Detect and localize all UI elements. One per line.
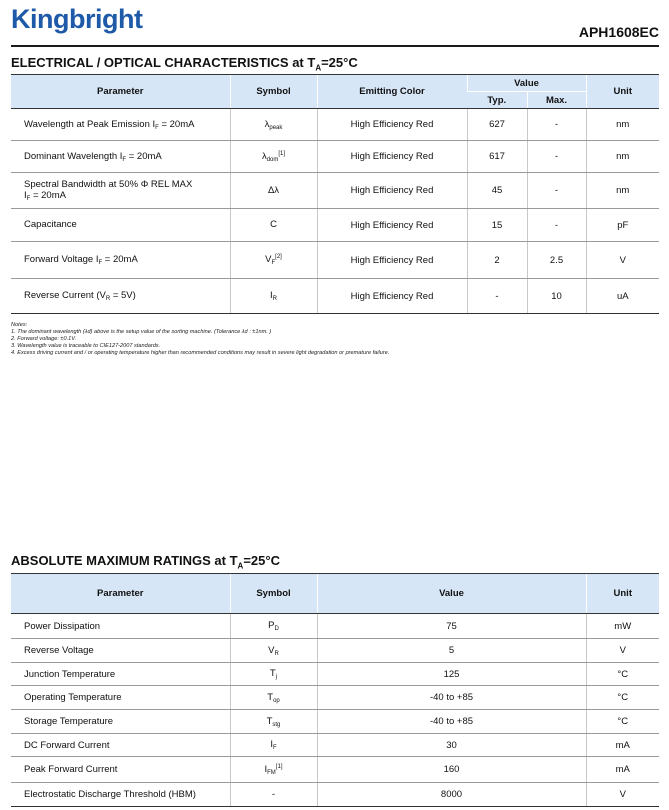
symbol-subscript: D xyxy=(274,626,279,632)
parameter-cell: Operating Temperature xyxy=(11,686,230,710)
parameter-subscript: R xyxy=(105,296,111,302)
table-row xyxy=(11,173,659,209)
parameter-subscript: F xyxy=(122,156,127,163)
parameter-cell xyxy=(11,242,230,279)
parameter-cell: Storage Temperature xyxy=(11,710,230,734)
table-row xyxy=(11,710,659,734)
symbol-subscript: peak xyxy=(269,124,283,131)
symbol-cell xyxy=(230,209,317,242)
parameter-line2-end: = 20mA xyxy=(30,190,66,201)
parameter-cell xyxy=(11,173,230,209)
parameter-text: Capacitance xyxy=(24,219,77,230)
max-value-cell: - xyxy=(527,109,586,141)
table-row xyxy=(11,242,659,279)
parameter-cell: Electrostatic Discharge Threshold (HBM) xyxy=(11,783,230,807)
unit-cell: mA xyxy=(586,734,659,757)
column-header-value: Value xyxy=(467,75,586,92)
typ-value-cell: 617 xyxy=(467,141,527,173)
symbol-text: λ xyxy=(261,150,267,162)
parameter-text-end: = 20mA xyxy=(158,118,195,130)
symbol-subscript: op xyxy=(273,697,280,704)
unit-cell: mW xyxy=(586,614,659,639)
symbol-text: - xyxy=(271,788,276,800)
symbol-text: T xyxy=(266,715,273,727)
symbol-text: C xyxy=(270,219,277,230)
symbol-cell xyxy=(230,173,317,209)
typ-value-cell: 15 xyxy=(467,209,527,242)
absolute-ratings-section-title: ABSOLUTE MAXIMUM RATINGS at $T_A=25^\circ C$ xyxy=(11,553,280,571)
unit-cell: V xyxy=(586,783,659,807)
parameter-cell xyxy=(11,109,230,141)
typ-value-cell: 45 xyxy=(467,173,527,209)
unit-cell: nm xyxy=(586,141,659,173)
value-cell: 160 xyxy=(317,757,586,783)
symbol-subscript: F xyxy=(272,745,277,751)
symbol-text: I xyxy=(270,739,273,750)
parameter-line2-subscript: F xyxy=(26,196,31,202)
parameter-cell: Power Dissipation xyxy=(11,614,230,639)
parameter-subscript: F xyxy=(155,124,159,131)
column-header-parameter: Parameter xyxy=(11,75,230,109)
symbol-superscript: [1] xyxy=(275,763,283,770)
electrical-section-title: ELECTRICAL / OPTICAL CHARACTERISTICS at $T_A=25^\circ C$ xyxy=(11,55,358,73)
symbol-text: T xyxy=(269,668,276,679)
parameter-text-end: = 20mA xyxy=(102,254,138,265)
parameter-cell xyxy=(11,209,230,242)
emitting-color-cell: High Efficiency Red xyxy=(317,242,467,279)
max-value-cell: - xyxy=(527,209,586,242)
parameter-text: Wavelength at Peak Emission I xyxy=(24,118,156,130)
unit-cell: °C xyxy=(586,686,659,710)
value-cell: 125 xyxy=(317,663,586,686)
value-cell: -40 to +85 xyxy=(317,710,586,734)
symbol-cell xyxy=(230,710,317,734)
page-header xyxy=(0,0,669,48)
unit-cell: V xyxy=(586,242,659,279)
unit-cell: V xyxy=(586,639,659,663)
symbol-cell xyxy=(230,686,317,710)
note-line: 1. The dominant wavelength (λd) above is the setup value of the sorting machine. (Tolerance λd : ±1nm. ) xyxy=(11,329,272,335)
table-row xyxy=(11,686,659,710)
value-cell: 75 xyxy=(317,614,586,639)
symbol-text: V xyxy=(268,644,275,656)
symbol-text: I xyxy=(270,290,273,301)
header-divider xyxy=(11,45,659,47)
max-value-cell: - xyxy=(527,141,586,173)
symbol-cell xyxy=(230,109,317,141)
column-header-unit: Unit xyxy=(586,75,659,109)
emitting-color-cell: High Efficiency Red xyxy=(317,141,467,173)
parameter-cell: Reverse Voltage xyxy=(11,639,230,663)
column-header-value: Value xyxy=(317,574,586,614)
symbol-text: Δλ xyxy=(267,184,280,196)
table-row xyxy=(11,614,659,639)
table-row xyxy=(11,734,659,757)
note-line: Notes: xyxy=(11,322,28,328)
parameter-subscript: F xyxy=(98,260,103,266)
part-number: APH1608EC xyxy=(578,24,659,40)
table-row xyxy=(11,757,659,783)
emitting-color-cell: High Efficiency Red xyxy=(317,109,467,141)
table-row xyxy=(11,209,659,242)
notes-block xyxy=(11,322,389,357)
parameter-text: Forward Voltage I xyxy=(24,254,99,265)
parameter-text: Spectral Bandwidth at 50% Φ REL MAX xyxy=(24,179,193,190)
note-line: 2. Forward voltage: ±0.1V. xyxy=(11,336,77,342)
symbol-cell xyxy=(230,757,317,783)
symbol-subscript: F xyxy=(271,260,276,266)
parameter-cell xyxy=(11,141,230,173)
symbol-subscript: R xyxy=(272,296,277,302)
value-cell: 8000 xyxy=(317,783,586,807)
unit-cell: pF xyxy=(586,209,659,242)
table-row xyxy=(11,141,659,173)
typ-value-cell: 2 xyxy=(467,242,527,279)
symbol-cell xyxy=(230,783,317,807)
symbol-superscript: [1] xyxy=(278,150,286,157)
symbol-cell xyxy=(230,614,317,639)
emitting-color-cell: High Efficiency Red xyxy=(317,209,467,242)
max-value-cell: 10 xyxy=(527,279,586,314)
parameter-line2: I xyxy=(24,190,27,201)
table-row xyxy=(11,639,659,663)
symbol-subscript: R xyxy=(274,650,279,657)
parameter-text-end: = 5V) xyxy=(110,290,136,301)
symbol-text: I xyxy=(264,763,268,775)
column-header-unit: Unit xyxy=(586,574,659,614)
unit-cell: nm xyxy=(586,109,659,141)
symbol-cell xyxy=(230,663,317,686)
symbol-text: P xyxy=(268,620,275,631)
unit-cell: nm xyxy=(586,173,659,209)
unit-cell: °C xyxy=(586,663,659,686)
table-row xyxy=(11,783,659,807)
typ-value-cell: 627 xyxy=(467,109,527,141)
max-value-cell: 2.5 xyxy=(527,242,586,279)
symbol-cell xyxy=(230,242,317,279)
column-header-symbol: Symbol xyxy=(230,574,317,614)
electrical-characteristics-table xyxy=(11,74,659,314)
symbol-superscript: [2] xyxy=(275,254,282,260)
parameter-text: Dominant Wavelength I xyxy=(24,150,123,162)
symbol-text: V xyxy=(265,254,272,265)
parameter-text-end: = 20mA xyxy=(126,150,162,162)
column-header-symbol: Symbol xyxy=(230,75,317,109)
parameter-cell: Peak Forward Current xyxy=(11,757,230,783)
symbol-cell xyxy=(230,141,317,173)
column-header-typ: Typ. xyxy=(467,92,527,109)
note-line: 3. Wavelength value is traceable to CIE127-2007 standards. xyxy=(11,343,161,349)
value-cell: 30 xyxy=(317,734,586,757)
parameter-cell xyxy=(11,279,230,314)
symbol-subscript: j xyxy=(275,674,278,680)
symbol-cell xyxy=(230,639,317,663)
absolute-maximum-ratings-table xyxy=(11,573,659,807)
parameter-cell: Junction Temperature xyxy=(11,663,230,686)
max-value-cell: - xyxy=(527,173,586,209)
column-header-max: Max. xyxy=(527,92,586,109)
column-header-parameter: Parameter xyxy=(11,574,230,614)
value-cell: -40 to +85 xyxy=(317,686,586,710)
emitting-color-cell: High Efficiency Red xyxy=(317,173,467,209)
unit-cell: mA xyxy=(586,757,659,783)
symbol-subscript: dom xyxy=(266,156,279,163)
table-row xyxy=(11,109,659,141)
column-header-emitting-color: Emitting Color xyxy=(317,75,467,109)
table-row xyxy=(11,279,659,314)
brand-logo: Kingbright xyxy=(11,4,143,34)
unit-cell: °C xyxy=(586,710,659,734)
symbol-subscript: stg xyxy=(272,721,281,728)
symbol-cell xyxy=(230,279,317,314)
symbol-cell xyxy=(230,734,317,757)
note-line: 4. Excess driving current and / or operating temperature higher than recommended conditions may result in severe light degradation or premature failure. xyxy=(11,350,390,356)
value-cell: 5 xyxy=(317,639,586,663)
table-row xyxy=(11,663,659,686)
parameter-text: Reverse Current (V xyxy=(24,290,106,301)
symbol-text: T xyxy=(267,691,274,703)
emitting-color-cell: High Efficiency Red xyxy=(317,279,467,314)
symbol-text: λ xyxy=(264,118,270,130)
typ-value-cell: - xyxy=(467,279,527,314)
symbol-subscript: FM xyxy=(267,769,276,776)
parameter-cell: DC Forward Current xyxy=(11,734,230,757)
unit-cell: uA xyxy=(586,279,659,314)
